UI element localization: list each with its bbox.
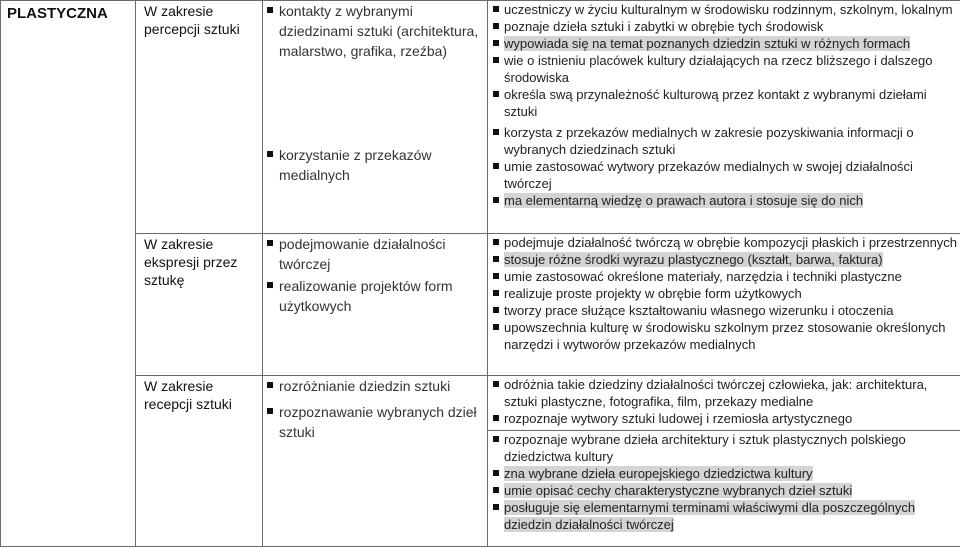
- list-item: uczestniczy w życiu kulturalnym w środowisku rodzinnym, szkolnym, lokalnym: [488, 1, 960, 18]
- highlighted-text: umie opisać cechy charakterystyczne wybranych dzieł sztuki: [504, 483, 852, 498]
- outcome-list: [488, 376, 960, 427]
- scope-label: W zakresie recepcji sztuki: [136, 376, 262, 413]
- outcome-cell: [488, 431, 960, 547]
- list-item: rozpoznaje wytwory sztuki ludowej i rzemiosła artystycznego: [488, 410, 960, 427]
- list-item: realizowanie projektów form użytkowych: [263, 276, 487, 316]
- outcome-cell: [488, 376, 960, 431]
- list-item: [488, 465, 960, 482]
- category-list: [263, 376, 487, 442]
- list-item: korzysta z przekazów medialnych w zakresie pozyskiwania informacji o wybranych dziedzinach sztuki: [488, 124, 960, 158]
- list-item: rozróżnianie dziedzin sztuki: [263, 376, 487, 396]
- category-list: [263, 1, 487, 185]
- subject-label: PLASTYCZNA: [1, 1, 135, 26]
- outcome-list: [488, 431, 960, 533]
- category-cell: [263, 234, 488, 376]
- list-item: [488, 192, 960, 209]
- scope-cell: [136, 1, 263, 234]
- category-list: [263, 234, 487, 316]
- list-item: upowszechnia kulturę w środowisku szkolnym przez stosowanie określonych narzędzi i wytworów przekazów medialnych: [488, 319, 960, 353]
- list-item: [488, 35, 960, 52]
- list-item: rozpoznawanie wybranych dzieł sztuki: [263, 402, 487, 442]
- outcome-list: [488, 1, 960, 209]
- scope-label: W zakresie percepcji sztuki: [136, 1, 262, 38]
- list-item: umie zastosować określone materiały, narzędzia i techniki plastyczne: [488, 268, 960, 285]
- outcome-cell: [488, 1, 960, 234]
- highlighted-text: wypowiada się na temat poznanych dziedzin sztuki w różnych formach: [504, 36, 910, 51]
- list-item: odróżnia takie dziedziny działalności twórczej człowieka, jak: architektura, sztuki plastyczne, fotografika, film, przekazy medialne: [488, 376, 960, 410]
- highlighted-text: ma elementarną wiedzę o prawach autora i stosuje się do nich: [504, 193, 863, 208]
- scope-label: W zakresie ekspresji przez sztukę: [136, 234, 262, 289]
- list-item: korzystanie z przekazów medialnych: [263, 145, 487, 185]
- list-item: [488, 251, 960, 268]
- list-item: wie o istnieniu placówek kultury działających na rzecz bliższego i dalszego środowiska: [488, 52, 960, 86]
- table-row: [1, 376, 960, 431]
- list-item: podejmowanie działalności twórczej: [263, 234, 487, 274]
- category-cell: [263, 1, 488, 234]
- list-item: rozpoznaje wybrane dzieła architektury i sztuk plastycznych polskiego dziedzictwa kultury: [488, 431, 960, 465]
- table-row: [1, 1, 960, 234]
- list-item: określa swą przynależność kulturową przez kontakt z wybranymi dziełami sztuki: [488, 86, 960, 120]
- category-cell: [263, 376, 488, 547]
- list-item: [488, 499, 960, 533]
- list-item: podejmuje działalność twórczą w obrębie kompozycji płaskich i przestrzennych: [488, 234, 960, 251]
- scope-cell: [136, 234, 263, 376]
- list-item: umie zastosować wytwory przekazów medialnych w swojej działalności twórczej: [488, 158, 960, 192]
- highlighted-text: stosuje różne środki wyrazu plastycznego (kształt, barwa, faktura): [504, 252, 883, 267]
- list-item: kontakty z wybranymi dziedzinami sztuki (architektura, malarstwo, grafika, rzeźba): [263, 1, 487, 61]
- highlighted-text: zna wybrane dzieła europejskiego dziedzictwa kultury: [504, 466, 813, 481]
- list-item: tworzy prace służące kształtowaniu własnego wizerunku i otoczenia: [488, 302, 960, 319]
- outcome-list: [488, 234, 960, 353]
- list-item: realizuje proste projekty w obrębie form użytkowych: [488, 285, 960, 302]
- list-item: [488, 482, 960, 499]
- scope-cell: [136, 376, 263, 547]
- table-row: [1, 234, 960, 376]
- outcome-cell: [488, 234, 960, 376]
- list-item: poznaje dzieła sztuki i zabytki w obrębie tych środowisk: [488, 18, 960, 35]
- highlighted-text: posługuje się elementarnymi terminami właściwymi dla poszczególnych dziedzin działalności twórczej: [504, 500, 915, 532]
- subject-cell: [1, 1, 136, 547]
